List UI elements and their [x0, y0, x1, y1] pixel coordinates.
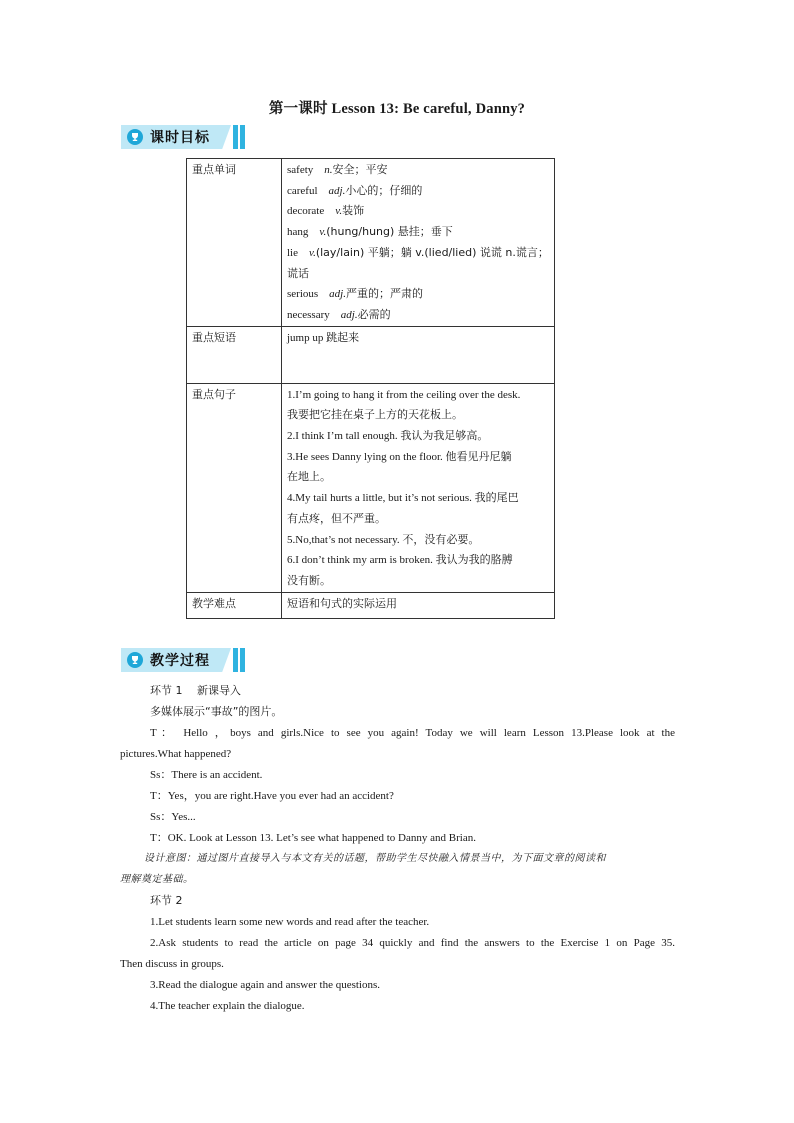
sentence-line: 没有断。 [287, 573, 331, 587]
table-row [187, 159, 555, 327]
row-content [282, 383, 555, 592]
step-heading: 环节 2 [150, 894, 183, 907]
section-title-goals: 课时目标 [150, 130, 210, 146]
difficulty-line: 短语和句式的实际运用 [287, 596, 397, 610]
trophy-icon [127, 652, 143, 668]
table-row [187, 383, 555, 592]
process-line: 多媒体展示“事故”的图片。 [150, 705, 283, 718]
sentence-line: 我要把它挂在桌子上方的天花板上。 [287, 408, 463, 422]
sentence-line: 在地上。 [287, 470, 331, 484]
word-line: safety n.安全；平安 [287, 163, 388, 176]
table-row [187, 326, 555, 383]
dialogue-line: T：OK. Look at Lesson 13. Let’s see what happened to Danny and Brian. [150, 832, 476, 844]
trophy-icon [127, 129, 143, 145]
row-content [282, 592, 555, 618]
process-line: 1.Let students learn some new words and read after the teacher. [150, 916, 430, 928]
process-line: 4.The teacher explain the dialogue. [150, 1000, 305, 1012]
dialogue-line: T： Hello ，boys and girls.Nice to see you again! Today we will learn Lesson 13.Please look at the [150, 727, 675, 739]
word-line: decorate v.装饰 [287, 204, 365, 218]
word-line: hang v.(hung/hung) 悬挂；垂下 [287, 225, 453, 239]
step-heading: 环节 1 新课导入 [150, 684, 241, 697]
row-key: 重点短语 [187, 326, 282, 383]
sentence-line: 1.I’m going to hang it from the ceiling over the desk. [287, 388, 521, 401]
word-line: necessary adj.必需的 [287, 307, 391, 321]
word-line: serious adj.严重的；严肃的 [287, 287, 423, 301]
section-title-process: 教学过程 [150, 653, 210, 669]
row-key: 教学难点 [187, 592, 282, 618]
lesson-goals-table [186, 158, 555, 619]
sentence-line: 有点疼，但不严重。 [287, 511, 386, 525]
row-key: 重点句子 [187, 383, 282, 592]
dialogue-line: pictures.What happened? [120, 748, 232, 760]
word-line: 谎话 [287, 266, 309, 280]
process-line: 3.Read the dialogue again and answer the questions. [150, 979, 381, 991]
sentence-line: 4.My tail hurts a little, but it’s not serious. 我的尾巴 [287, 492, 519, 505]
table-row [187, 592, 555, 618]
process-line: 2.Ask students to read the article on page 34 quickly and find the answers to the Exercise 1 on Page 35. [150, 937, 675, 949]
design-intent-note: 设计意图：通过图片直接导入与本文有关的话题，帮助学生尽快融入情景当中，为下面文章的阅读和 [144, 853, 606, 864]
sentence-line: 6.I don’t think my arm is broken. 我认为我的胳膊 [287, 554, 513, 567]
word-line: lie v.(lay/lain) 平躺；躺 v.(lied/lied) 说谎 n.谎言； [287, 245, 549, 259]
row-content [282, 326, 555, 383]
page-title: 第一课时 Lesson 13: Be careful, Danny? [268, 101, 526, 117]
row-key: 重点单词 [187, 159, 282, 327]
phrase-line: jump up 跳起来 [287, 331, 360, 344]
dialogue-line: Ss：There is an accident. [150, 769, 263, 781]
dialogue-line: Ss：Yes... [150, 811, 196, 823]
sentence-line: 3.He sees Danny lying on the floor. 他看见丹尼躺 [287, 450, 512, 463]
sentence-line: 5.No,that’s not necessary. 不，没有必要。 [287, 533, 480, 546]
section-banner-goals [121, 125, 245, 149]
row-content [282, 159, 555, 327]
word-line: careful adj.小心的；仔细的 [287, 183, 423, 197]
dialogue-line: T：Yes，you are right.Have you ever had an accident? [150, 790, 394, 802]
process-line: Then discuss in groups. [120, 958, 224, 970]
section-banner-process [121, 648, 245, 672]
design-intent-note: 理解奠定基础。 [120, 874, 194, 885]
sentence-line: 2.I think I’m tall enough. 我认为我足够高。 [287, 430, 489, 443]
